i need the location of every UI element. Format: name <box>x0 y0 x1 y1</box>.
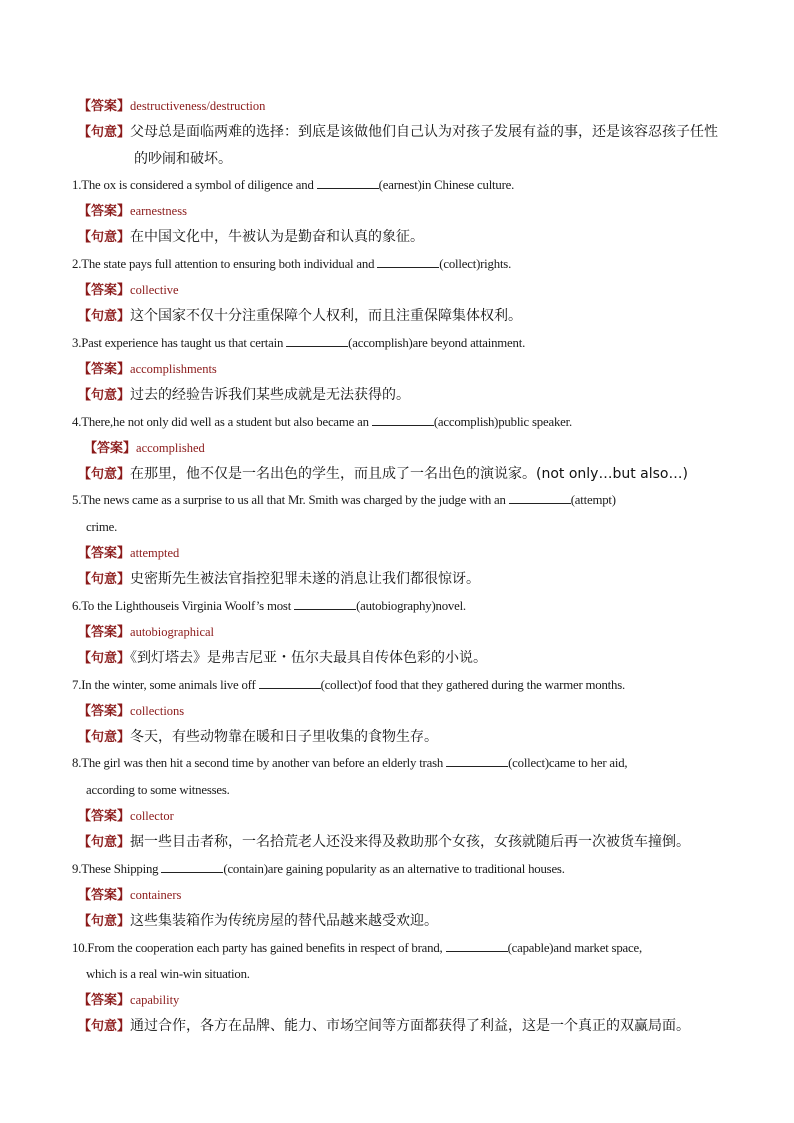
meaning-label: 【句意】 <box>78 729 131 745</box>
answer-text: accomplishments <box>130 361 217 376</box>
intro-meaning-line-2 <box>0 146 794 172</box>
question-text: The girl was then hit a second time by another van before an elderly trash <box>81 756 444 771</box>
answer-line <box>0 882 794 908</box>
answer-label: 【答案】 <box>78 203 131 219</box>
question-text-continued: according to some witnesses. <box>86 782 230 797</box>
answer-line <box>0 619 794 645</box>
answer-blank <box>317 176 379 189</box>
answer-label: 【答案】 <box>78 623 131 639</box>
answer-text: collector <box>130 809 174 824</box>
intro-answer-line <box>0 93 794 119</box>
question-line <box>0 593 794 619</box>
answer-blank <box>286 334 348 347</box>
question-line-continued <box>0 961 794 987</box>
meaning-label: 【句意】 <box>78 650 131 666</box>
question-text-after-blank: (collect)rights. <box>439 256 512 271</box>
question-number: 10. <box>72 940 88 955</box>
meaning-label: 【句意】 <box>78 229 131 245</box>
meaning-line <box>0 724 794 750</box>
answer-line <box>0 435 794 461</box>
answer-text: accomplished <box>136 440 205 455</box>
answer-blank <box>372 413 434 426</box>
meaning-text: 据一些目击者称，一名拾荒老人还没来得及救助那个女孩，女孩就随后再一次被货车撞倒。 <box>130 834 691 851</box>
meaning-text: 这个国家不仅十分注重保障个人权利，而且注重保障集体权利。 <box>130 308 523 325</box>
question-text-after-blank: (capable)and market space, <box>507 940 642 955</box>
meaning-text: 冬天，有些动物靠在暖和日子里收集的食物生存。 <box>130 729 439 746</box>
intro-meaning-line <box>0 119 794 145</box>
meaning-label: 【句意】 <box>78 124 131 140</box>
meaning-text: 在中国文化中，牛被认为是勤奋和认真的象征。 <box>130 229 425 246</box>
meaning-label: 【句意】 <box>78 387 131 403</box>
question-text-after-blank: (accomplish)public speaker. <box>433 414 572 429</box>
answer-blank <box>446 939 508 952</box>
meaning-line <box>0 829 794 855</box>
question-text: The state pays full attention to ensuring both individual and <box>81 256 375 271</box>
question-number: 2. <box>72 256 82 271</box>
answer-line <box>0 277 794 303</box>
answer-label: 【答案】 <box>78 545 131 561</box>
answer-label: 【答案】 <box>78 282 131 298</box>
meaning-text: 父母总是面临两难的选择：到底是该做他们自己认为对孩子发展有益的事，还是该容忍孩子任性 <box>130 124 719 141</box>
question-text-continued: crime. <box>86 519 118 534</box>
answer-label: 【答案】 <box>78 98 131 113</box>
meaning-label: 【句意】 <box>78 1018 131 1034</box>
question-number: 5. <box>72 493 82 508</box>
answer-line <box>0 540 794 566</box>
question-text-after-blank: (attempt) <box>570 493 616 508</box>
question-text: These Shipping <box>81 861 159 876</box>
meaning-line <box>0 224 794 250</box>
question-text-after-blank: (collect)of food that they gathered during the warmer months. <box>320 677 625 692</box>
meaning-label: 【句意】 <box>78 913 131 929</box>
answer-label: 【答案】 <box>78 360 131 376</box>
meaning-line <box>0 303 794 329</box>
question-text: From the cooperation each party has gained benefits in respect of brand, <box>87 940 443 955</box>
question-text-after-blank: (contain)are gaining popularity as an alternative to traditional houses. <box>223 861 565 876</box>
question-text-after-blank: (collect)came to her aid, <box>508 756 628 771</box>
answer-text: earnestness <box>130 204 187 219</box>
meaning-text-continued: 的吵闹和破坏。 <box>134 150 232 167</box>
question-text-after-blank: (accomplish)are beyond attainment. <box>348 335 526 350</box>
answer-line <box>0 198 794 224</box>
meaning-text: 在那里，他不仅是一名出色的学生，而且成了一名出色的演说家。(not only…but also…) <box>130 466 688 483</box>
question-text-after-blank: (earnest)in Chinese culture. <box>378 177 515 192</box>
meaning-line <box>0 645 794 671</box>
question-number: 6. <box>72 598 82 613</box>
question-text-continued: which is a real win-win situation. <box>86 966 250 981</box>
question-text: The ox is considered a symbol of diligence and <box>81 177 314 192</box>
question-number: 3. <box>72 335 82 350</box>
answer-line <box>0 356 794 382</box>
answer-label: 【答案】 <box>78 886 131 902</box>
meaning-text: 过去的经验告诉我们某些成就是无法获得的。 <box>130 387 411 404</box>
answer-text: autobiographical <box>130 624 215 639</box>
answer-label: 【答案】 <box>78 808 131 824</box>
question-number: 1. <box>72 177 82 192</box>
question-line-continued <box>0 514 794 540</box>
answer-text: collections <box>130 703 185 718</box>
answer-blank <box>161 860 223 873</box>
question-text: The news came as a surprise to us all that Mr. Smith was charged by the judge with an <box>81 493 506 508</box>
meaning-line <box>0 382 794 408</box>
question-line <box>0 330 794 356</box>
answer-blank <box>446 754 508 767</box>
answer-text: capability <box>130 993 180 1008</box>
question-text: In the winter, some animals live off <box>81 677 256 692</box>
question-line <box>0 172 794 198</box>
question-line-continued <box>0 777 794 803</box>
answer-label: 【答案】 <box>84 439 137 455</box>
meaning-text: 通过合作，各方在品牌、能力、市场空间等方面都获得了利益，这是一个真正的双赢局面。 <box>130 1018 691 1035</box>
meaning-label: 【句意】 <box>78 308 131 324</box>
meaning-text: 这些集装箱作为传统房屋的替代品越来越受欢迎。 <box>130 913 439 930</box>
question-line <box>0 856 794 882</box>
meaning-line <box>0 566 794 592</box>
question-line <box>0 487 794 513</box>
answer-text: collective <box>130 283 179 298</box>
answer-blank <box>509 491 571 504</box>
question-text-after-blank: (autobiography)novel. <box>356 598 466 613</box>
answer-label: 【答案】 <box>78 702 131 718</box>
meaning-label: 【句意】 <box>78 466 131 482</box>
answer-blank <box>259 676 321 689</box>
question-text: Past experience has taught us that certain <box>81 335 284 350</box>
question-line <box>0 251 794 277</box>
question-text: To the Lighthouseis Virginia Woolf’s most <box>81 598 292 613</box>
answer-text: attempted <box>130 546 180 561</box>
question-number: 8. <box>72 756 82 771</box>
meaning-text: 史密斯先生被法官指控犯罪未遂的消息让我们都很惊讶。 <box>130 571 481 588</box>
meaning-label: 【句意】 <box>78 571 131 587</box>
answer-label: 【答案】 <box>78 992 131 1008</box>
answer-blank <box>377 255 439 268</box>
question-line <box>0 409 794 435</box>
question-number: 9. <box>72 861 82 876</box>
answer-line <box>0 987 794 1013</box>
exercise-list <box>0 93 794 1040</box>
question-text: There,he not only did well as a student but also became an <box>81 414 369 429</box>
meaning-line <box>0 461 794 487</box>
answer-text: destructiveness/destruction <box>130 99 266 113</box>
meaning-line <box>0 1013 794 1039</box>
question-line <box>0 672 794 698</box>
question-line <box>0 935 794 961</box>
question-number: 7. <box>72 677 82 692</box>
meaning-line <box>0 908 794 934</box>
answer-text: containers <box>130 887 182 902</box>
answer-line <box>0 698 794 724</box>
meaning-label: 【句意】 <box>78 834 131 850</box>
question-number: 4. <box>72 414 82 429</box>
meaning-text: 《到灯塔去》是弗吉尼亚・伍尔夫最具自传体色彩的小说。 <box>130 650 488 667</box>
answer-blank <box>294 597 356 610</box>
question-line <box>0 750 794 776</box>
answer-line <box>0 803 794 829</box>
